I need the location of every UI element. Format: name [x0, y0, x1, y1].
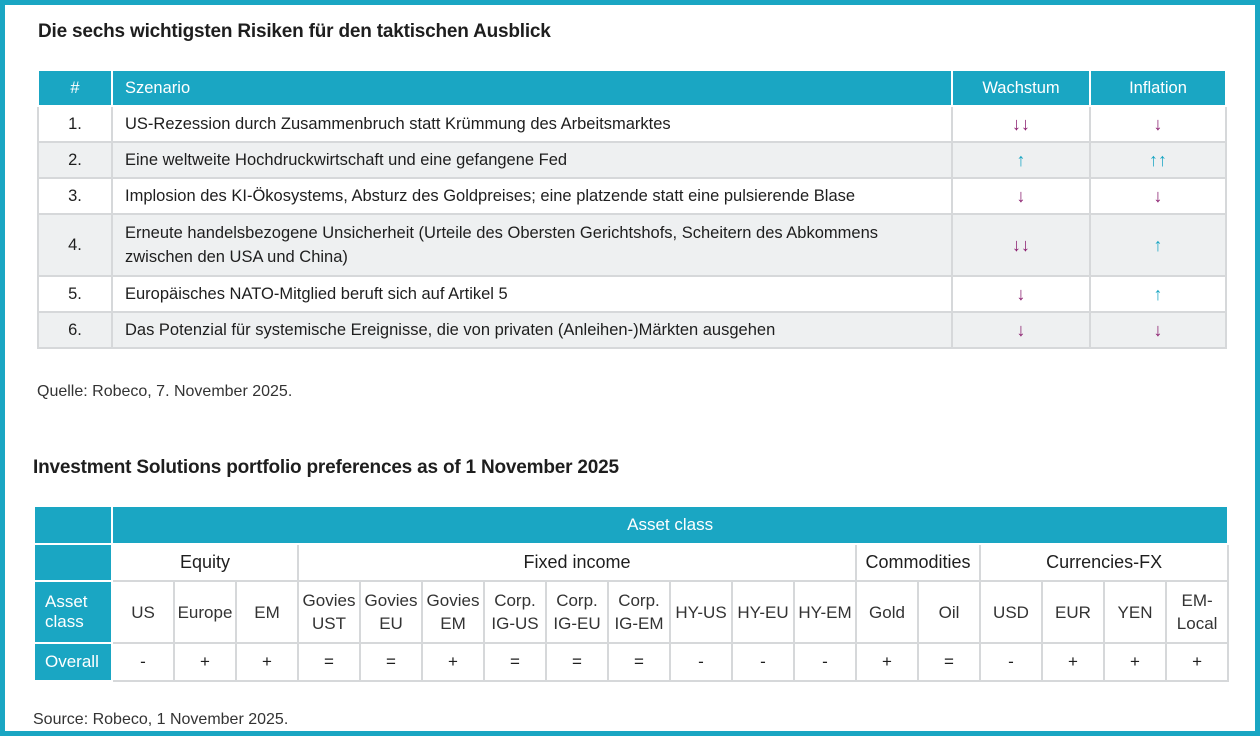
overall-value: -	[732, 643, 794, 681]
row-scenario: Implosion des KI-Ökosystems, Absturz des Goldpreises; eine platzende statt eine pulsierende Blase	[112, 178, 952, 214]
growth-down-arrows-icon: ↓↓	[952, 106, 1090, 142]
growth-down-arrows-icon: ↓↓	[952, 214, 1090, 276]
header-number: #	[38, 70, 112, 106]
row-number: 1.	[38, 106, 112, 142]
asset-name: Govies UST	[298, 581, 360, 643]
overall-value: +	[1104, 643, 1166, 681]
overall-value: =	[546, 643, 608, 681]
row-number: 6.	[38, 312, 112, 348]
inflation-down-arrow-icon: ↓	[1090, 312, 1226, 348]
preferences-source-note: Source: Robeco, 1 November 2025.	[33, 711, 289, 728]
row-scenario: Europäisches NATO-Mitglied beruft sich auf Artikel 5	[112, 276, 952, 312]
risk-table-header	[38, 70, 1226, 106]
row-label-overall: Overall	[34, 643, 112, 681]
asset-class-header: Asset class	[112, 506, 1228, 544]
growth-down-arrow-icon: ↓	[952, 178, 1090, 214]
inflation-down-arrow-icon: ↓	[1090, 106, 1226, 142]
asset-name: US	[112, 581, 174, 643]
table-row	[38, 106, 1226, 142]
asset-name: Oil	[918, 581, 980, 643]
table-row	[38, 214, 1226, 276]
inflation-up-arrows-icon: ↑↑	[1090, 142, 1226, 178]
overall-value: =	[360, 643, 422, 681]
inflation-up-arrow-icon: ↑	[1090, 276, 1226, 312]
overall-value: -	[112, 643, 174, 681]
header-growth: Wachstum	[952, 70, 1090, 106]
overall-value: =	[484, 643, 546, 681]
risk-table-title: Die sechs wichtigsten Risiken für den taktischen Ausblick	[38, 21, 551, 42]
group-commodities: Commodities	[856, 544, 980, 581]
group-row-label-cell	[34, 544, 112, 581]
overall-value: +	[422, 643, 484, 681]
group-equity: Equity	[112, 544, 298, 581]
overall-value: =	[918, 643, 980, 681]
row-scenario: Eine weltweite Hochdruckwirtschaft und eine gefangene Fed	[112, 142, 952, 178]
table-row	[38, 312, 1226, 348]
row-label-asset-class: Asset class	[34, 581, 112, 643]
table-row	[38, 276, 1226, 312]
overall-value: =	[608, 643, 670, 681]
row-scenario: Das Potenzial für systemische Ereignisse, die von privaten (Anleihen-)Märkten ausgehen	[112, 312, 952, 348]
row-scenario: Erneute handelsbezogene Unsicherheit (Urteile des Obersten Gerichtshofs, Scheitern des Abkommens zwischen den USA und China)	[112, 214, 952, 276]
growth-up-arrow-icon: ↑	[952, 142, 1090, 178]
asset-name: Corp. IG-EU	[546, 581, 608, 643]
overall-value: -	[794, 643, 856, 681]
overall-value: +	[1042, 643, 1104, 681]
group-currencies-fx: Currencies-FX	[980, 544, 1228, 581]
asset-name: Europe	[174, 581, 236, 643]
overall-value: +	[236, 643, 298, 681]
preferences-table-title: Investment Solutions portfolio preferences as of 1 November 2025	[33, 457, 619, 478]
overall-value: =	[298, 643, 360, 681]
asset-name: HY-US	[670, 581, 732, 643]
asset-name: EUR	[1042, 581, 1104, 643]
group-header-row	[34, 544, 1228, 581]
asset-name: Gold	[856, 581, 918, 643]
header-scenario: Szenario	[112, 70, 952, 106]
asset-name: Govies EU	[360, 581, 422, 643]
overall-value: +	[856, 643, 918, 681]
asset-name: Corp. IG-US	[484, 581, 546, 643]
overall-value: -	[670, 643, 732, 681]
growth-down-arrow-icon: ↓	[952, 276, 1090, 312]
inflation-up-arrow-icon: ↑	[1090, 214, 1226, 276]
row-number: 3.	[38, 178, 112, 214]
inflation-down-arrow-icon: ↓	[1090, 178, 1226, 214]
overall-row	[34, 643, 1228, 681]
table-row	[38, 178, 1226, 214]
asset-name: USD	[980, 581, 1042, 643]
row-number: 4.	[38, 214, 112, 276]
asset-name: YEN	[1104, 581, 1166, 643]
asset-row	[34, 581, 1228, 643]
risk-table	[37, 69, 1227, 349]
corner-cell	[34, 506, 112, 544]
asset-class-header-row	[34, 506, 1228, 544]
asset-name: EM-Local	[1166, 581, 1228, 643]
asset-name: Govies EM	[422, 581, 484, 643]
overall-value: +	[1166, 643, 1228, 681]
table-row	[38, 142, 1226, 178]
group-fixed-income: Fixed income	[298, 544, 856, 581]
overall-value: +	[174, 643, 236, 681]
preferences-table	[33, 505, 1229, 682]
asset-name: Corp. IG-EM	[608, 581, 670, 643]
overall-value: -	[980, 643, 1042, 681]
row-number: 2.	[38, 142, 112, 178]
asset-name: HY-EM	[794, 581, 856, 643]
asset-name: HY-EU	[732, 581, 794, 643]
header-inflation: Inflation	[1090, 70, 1226, 106]
risk-source-note: Quelle: Robeco, 7. November 2025.	[37, 383, 293, 400]
asset-name: EM	[236, 581, 298, 643]
growth-down-arrow-icon: ↓	[952, 312, 1090, 348]
row-scenario: US-Rezession durch Zusammenbruch statt Krümmung des Arbeitsmarktes	[112, 106, 952, 142]
row-number: 5.	[38, 276, 112, 312]
